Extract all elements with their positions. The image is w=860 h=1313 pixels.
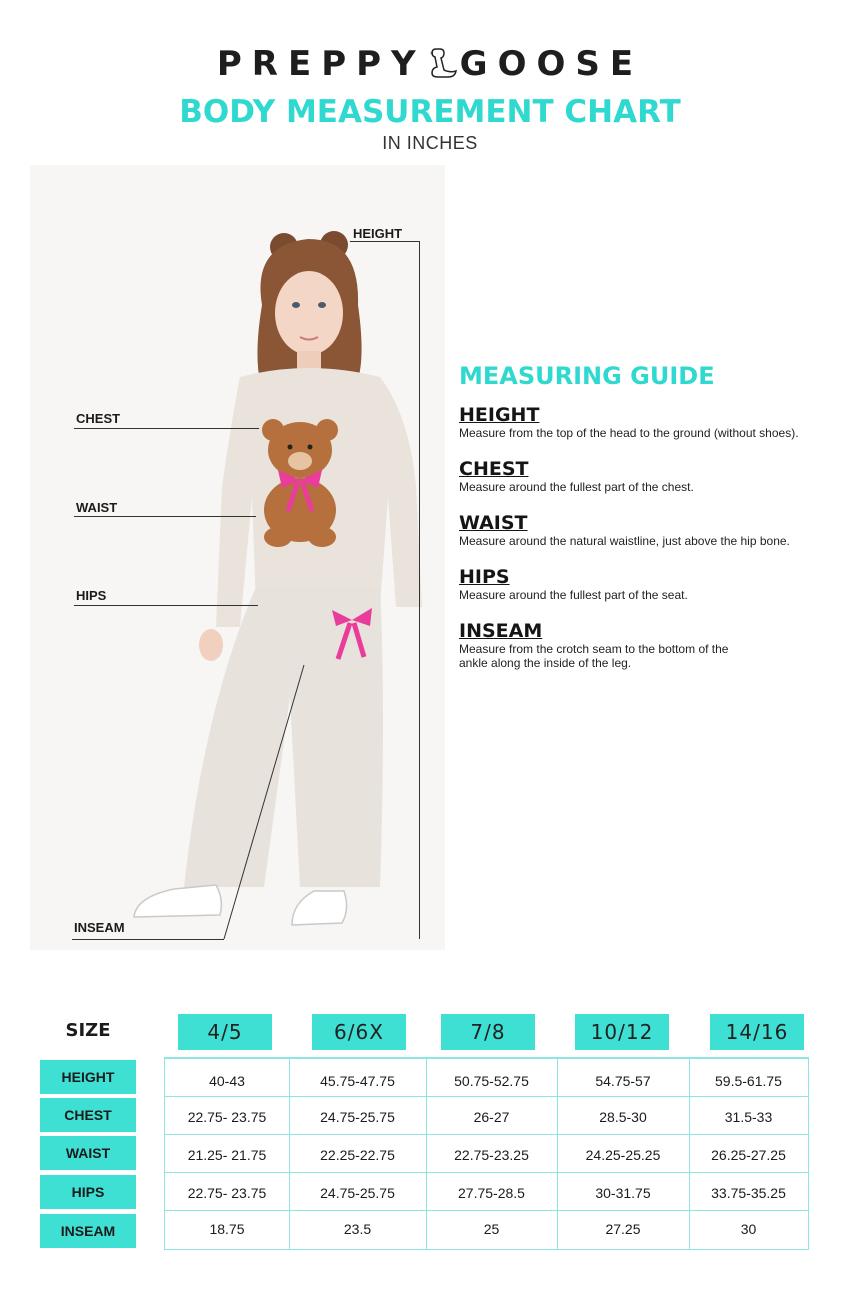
goose-icon [428,45,458,79]
guide-item-inseam [459,620,849,670]
table-cell: 27.25 [605,1221,641,1237]
guide-item-title: INSEAM [459,620,543,642]
label-height: HEIGHT [353,226,403,241]
table-cell: 25 [483,1221,500,1237]
height-line-vertical [419,241,420,939]
row-label-hips: HIPS [40,1175,136,1209]
size-tab-7-8: 7/8 [441,1014,535,1050]
size-tab-10-12: 10/12 [575,1014,669,1050]
label-hips: HIPS [76,588,107,603]
height-line-top [350,241,420,242]
guide-item-desc: Measure around the fullest part of the seat. [459,588,688,602]
page-subtitle: IN INCHES [382,133,478,153]
hips-line [74,605,258,606]
model-figure [0,165,450,955]
guide-item-title: HEIGHT [459,404,540,426]
table-cell: 21.25- 21.75 [187,1147,267,1163]
brand-right: GOOSE [459,44,644,84]
table-cell: 31.5-33 [724,1109,773,1125]
guide-item-title: HIPS [459,566,510,588]
table-row [165,1172,808,1211]
guide-item-title: CHEST [459,458,529,480]
label-waist: WAIST [76,500,118,515]
table-cell: 27.75-28.5 [458,1185,525,1201]
inseam-line-bottom [72,939,224,940]
table-cell: 59.5-61.75 [715,1073,782,1089]
row-label-height: HEIGHT [40,1060,136,1094]
measuring-guide [459,362,849,688]
table-cell: 28.5-30 [599,1109,647,1125]
row-label-chest: CHEST [40,1098,136,1132]
brand-logo [0,44,860,84]
table-cell: 18.75 [209,1221,245,1237]
guide-heading: MEASURING GUIDE [459,362,715,390]
table-cell: 30-31.75 [595,1185,651,1201]
table-row [165,1058,808,1097]
guide-item-hips [459,566,849,602]
label-inseam: INSEAM [74,920,125,935]
table-cell: 50.75-52.75 [454,1073,529,1089]
table-cell: 23.5 [343,1221,372,1237]
row-label-waist: WAIST [40,1136,136,1170]
table-cell: 24.25-25.25 [585,1147,661,1163]
child-illustration [0,165,450,955]
table-cell: 22.75- 23.75 [187,1185,267,1201]
guide-item-height [459,404,849,440]
table-cell: 26-27 [473,1109,510,1125]
size-tab-6-6x: 6/6X [312,1014,406,1050]
guide-item-chest [459,458,849,494]
label-chest: CHEST [76,411,121,426]
table-row [165,1096,808,1135]
table-row [165,1134,808,1173]
table-cell: 33.75-35.25 [711,1185,786,1201]
size-tab-14-16: 14/16 [710,1014,804,1050]
table-cell: 22.75- 23.75 [187,1109,267,1125]
guide-item-title: WAIST [459,512,528,534]
row-label-inseam: INSEAM [40,1214,136,1248]
table-cell: 24.75-25.75 [320,1109,395,1125]
size-grid [164,1057,809,1250]
size-label: SIZE [65,1020,111,1041]
guide-item-desc: Measure from the crotch seam to the bottom of the ankle along the inside of the leg. [459,642,729,670]
size-tab-4-5: 4/5 [178,1014,272,1050]
table-cell: 22.75-23.25 [454,1147,529,1163]
chest-line [74,428,259,429]
table-cell: 45.75-47.75 [320,1073,395,1089]
table-cell: 24.75-25.75 [320,1185,395,1201]
page-title: BODY MEASUREMENT CHART [179,94,681,130]
guide-item-desc: Measure around the fullest part of the chest. [459,480,694,494]
guide-item-desc: Measure from the top of the head to the ground (without shoes). [459,426,799,440]
table-cell: 54.75-57 [595,1073,651,1089]
table-row [165,1210,808,1249]
brand-left: PREPPY [216,44,426,84]
table-cell: 22.25-22.75 [320,1147,395,1163]
guide-item-waist [459,512,849,548]
guide-item-desc: Measure around the natural waistline, just above the hip bone. [459,534,790,548]
table-cell: 30 [740,1221,757,1237]
waist-line [74,516,256,517]
table-cell: 26.25-27.25 [711,1147,786,1163]
table-cell: 40-43 [209,1073,245,1089]
